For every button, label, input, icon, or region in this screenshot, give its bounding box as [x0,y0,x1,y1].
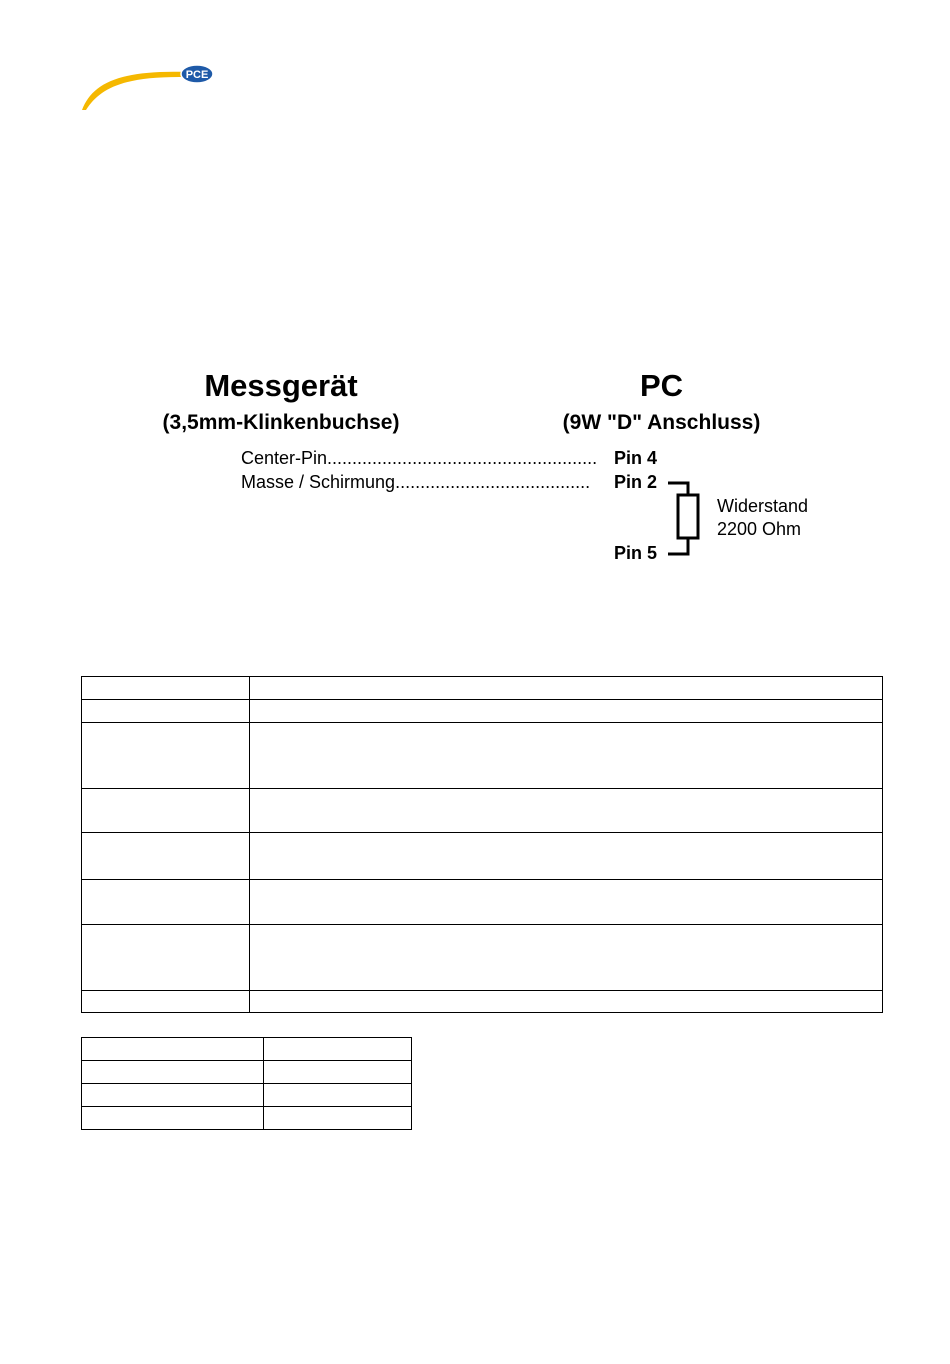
wire-pin2 [668,483,688,495]
table-cell [264,1038,412,1061]
connection-leader: ...................................................... [327,448,598,468]
wiring-diagram [0,0,950,640]
table-row [82,1061,412,1084]
table-cell [82,833,250,880]
table-cell [82,925,250,991]
spec-table [81,676,883,1013]
table-cell [82,700,250,723]
pin-4-label: Pin 4 [614,448,658,468]
table-cell [264,1084,412,1107]
table-cell [82,677,250,700]
table-cell [249,833,882,880]
logo-badge-text: PCE [185,69,209,81]
connection-source: Masse / Schirmung [241,472,396,492]
pin-2-label: Pin 2 [614,472,658,492]
table-row [82,677,883,700]
table-cell [249,991,882,1013]
resistor-label [717,495,808,541]
table-row [82,1107,412,1130]
table-row [82,789,883,833]
table-cell [264,1061,412,1084]
small-table [81,1037,412,1130]
table-cell [82,991,250,1013]
meter-subtitle: (3,5mm-Klinkenbuchse) [162,411,400,434]
resistor-wiring [660,470,710,570]
table-row [82,1038,412,1061]
resistor-name: Widerstand [717,496,809,516]
meter-title: Messgerät [204,368,358,403]
table-row [82,723,883,789]
table-row [82,991,883,1013]
connection-row [241,472,590,493]
table-cell [82,880,250,925]
table-row [82,833,883,880]
wire-pin5 [668,538,688,554]
table-cell [249,677,882,700]
table-cell [82,723,250,789]
table-cell [249,789,882,833]
table-cell [249,925,882,991]
connection-leader: ....................................... [395,472,591,492]
table-cell [249,723,882,789]
pin-5-label: Pin 5 [614,543,658,563]
table-row [82,700,883,723]
table-cell [82,789,250,833]
connection-source: Center-Pin [241,448,328,468]
table-row [82,925,883,991]
table-cell [82,1038,264,1061]
table-cell [82,1084,264,1107]
table-row [82,880,883,925]
table-cell [82,1061,264,1084]
connection-row [241,448,597,469]
table-cell [249,880,882,925]
resistor-icon [678,495,698,538]
table-row [82,1084,412,1107]
table-cell [264,1107,412,1130]
table-cell [249,700,882,723]
pc-title: PC [639,368,684,403]
table-cell [82,1107,264,1130]
resistor-value: 2200 Ohm [717,519,802,539]
pc-subtitle: (9W "D" Anschluss) [562,411,761,434]
